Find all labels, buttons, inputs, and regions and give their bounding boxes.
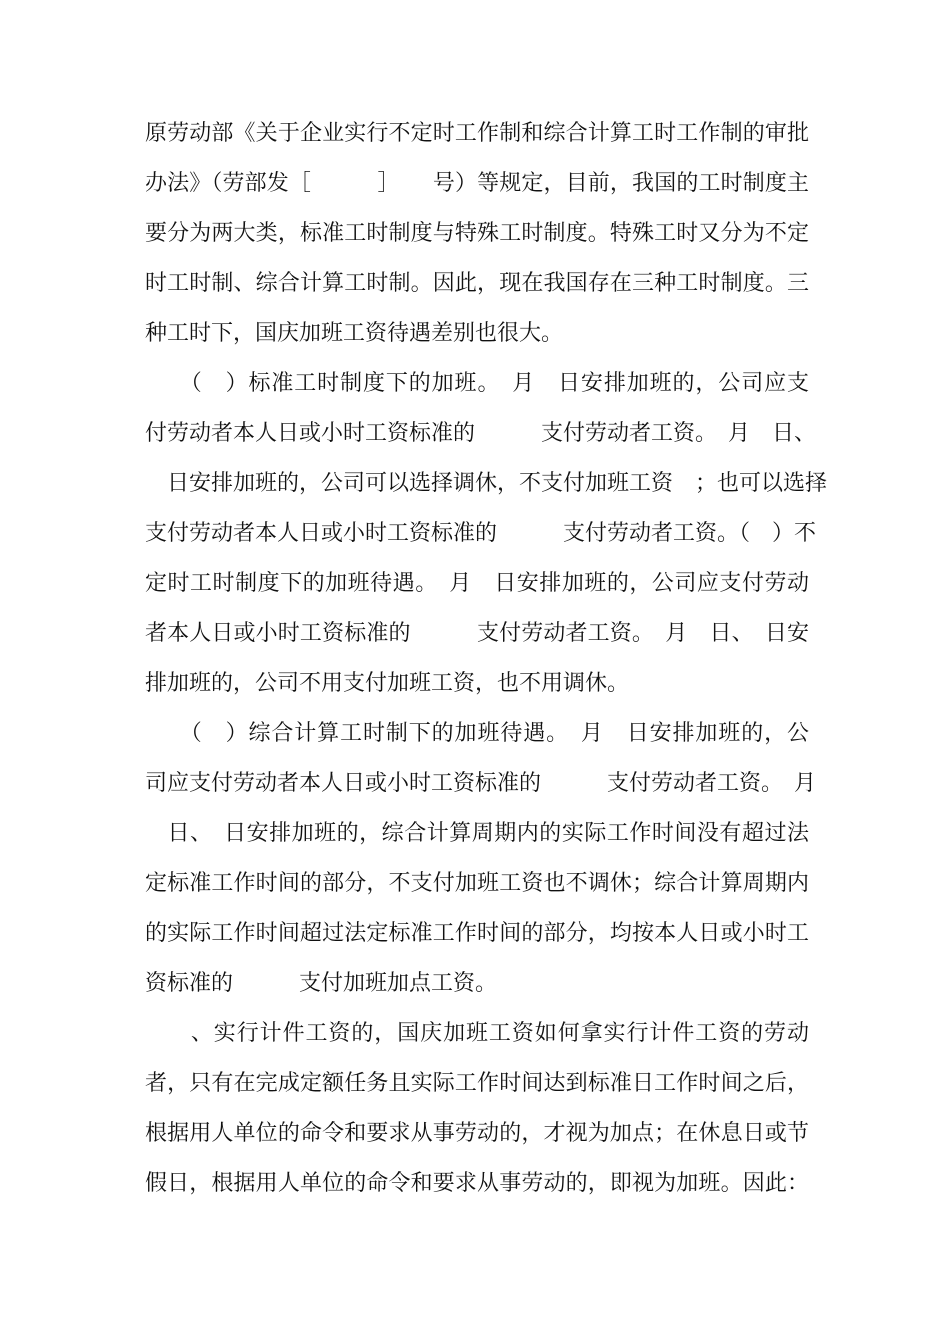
text-line: 、实行计件工资的，国庆加班工资如何拿实行计件工资的劳动 (145, 1021, 809, 1046)
text-line: 资标准的 支付加班加点工资。 (145, 971, 498, 996)
text-line: 定时工时制度下的加班待遇。 月 日安排加班的，公司应支付劳动 (145, 571, 809, 596)
text-line: 办法》（劳部发［ ］ 号）等规定，目前，我国的工时制度主 (145, 171, 809, 196)
text-line: （ ）标准工时制度下的加班。 月 日安排加班的，公司应支 (145, 371, 809, 396)
text-line: 种工时下，国庆加班工资待遇差别也很大。 (145, 321, 564, 346)
text-line: 排加班的，公司不用支付加班工资，也不用调休。 (145, 671, 630, 696)
text-line: 支付劳动者本人日或小时工资标准的 支付劳动者工资。（ ）不 (145, 521, 817, 546)
text-line: 定标准工作时间的部分，不支付加班工资也不调休；综合计算周期内 (145, 871, 809, 896)
text-line: 要分为两大类，标准工时制度与特殊工时制度。特殊工时又分为不定 (145, 221, 809, 246)
text-line: 时工时制、综合计算工时制。因此，现在我国存在三种工时制度。三 (145, 271, 809, 296)
text-line: 日、 日安排加班的，综合计算周期内的实际工作时间没有超过法 (145, 821, 809, 846)
text-line: 根据用人单位的命令和要求从事劳动的，才视为加点；在休息日或节 (145, 1121, 809, 1146)
text-line: （ ）综合计算工时制下的加班待遇。 月 日安排加班的，公 (145, 721, 809, 746)
text-line: 日安排加班的，公司可以选择调休，不支付加班工资 ；也可以选择 (145, 471, 828, 496)
text-line: 者本人日或小时工资标准的 支付劳动者工资。 月 日、 日安 (145, 621, 809, 646)
text-line: 者，只有在完成定额任务且实际工作时间达到标准日工作时间之后， (145, 1071, 809, 1096)
text-line: 的实际工作时间超过法定标准工作时间的部分，均按本人日或小时工 (145, 921, 809, 946)
text-line: 司应支付劳动者本人日或小时工资标准的 支付劳动者工资。 月 (145, 771, 817, 796)
text-line: 假日，根据用人单位的命令和要求从事劳动的，即视为加班。因此： (145, 1171, 809, 1196)
text-line: 付劳动者本人日或小时工资标准的 支付劳动者工资。 月 日、 (145, 421, 817, 446)
text-line: 原劳动部《关于企业实行不定时工作制和综合计算工时工作制的审批 (145, 121, 809, 146)
